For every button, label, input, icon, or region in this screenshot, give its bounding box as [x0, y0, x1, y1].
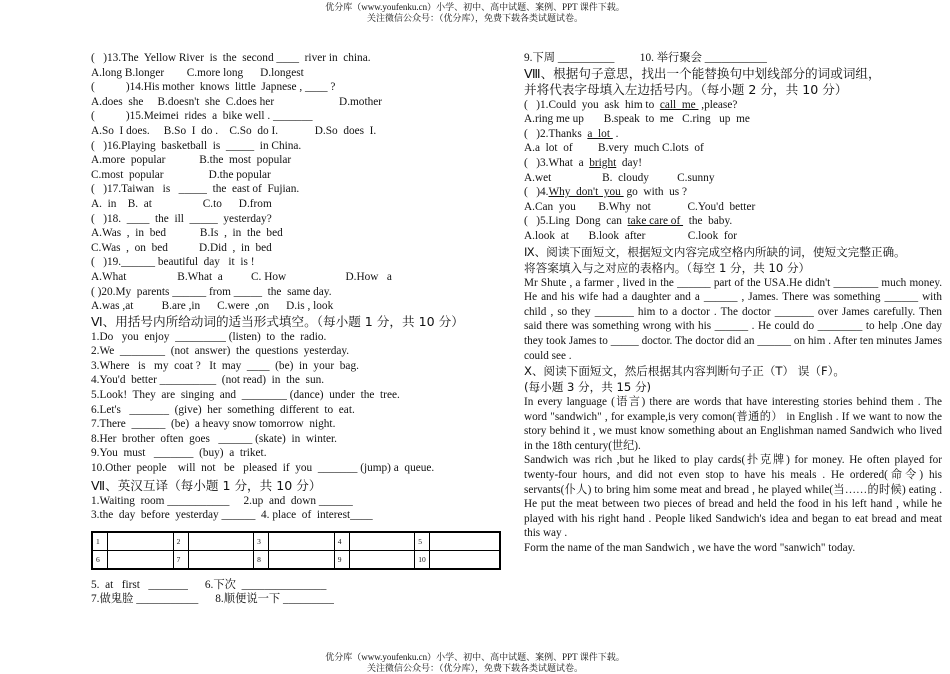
section-8-question-3-options: A.wet B. cloudy C.sunny — [524, 171, 715, 184]
question-19: ( )19.______ beautiful day it is ! — [91, 256, 255, 269]
section-6-item-9: 9.You must _______ (buy) a triket. — [91, 447, 267, 460]
section-8-question-2-options: A.a lot of B.very much C.lots of — [524, 142, 704, 155]
underlined-phrase: call me — [659, 98, 699, 111]
page-header — [0, 2, 950, 24]
answer-cell[interactable] — [108, 532, 174, 551]
answer-cell-number: 4 — [334, 532, 349, 551]
question-text: ( )4. — [524, 186, 549, 199]
section-10-paragraph-3: Form the name of the man Sandwich , we have the word "sanwich" today. — [524, 542, 856, 555]
section-6-item-1: 1.Do you enjoy _________ (listen) to the radio. — [91, 330, 327, 343]
question-text: day! — [616, 156, 642, 169]
question-text: ( )5.Ling Dong can — [524, 215, 628, 228]
header-line-2: 关注微信公众号：（优分库），免费下载各类试题试卷。 — [366, 13, 583, 23]
question-17: ( )17.Taiwan is _____ the east of Fujian. — [91, 183, 300, 196]
answer-cell[interactable] — [108, 550, 174, 569]
answer-cell[interactable] — [349, 550, 415, 569]
underlined-phrase: Why don't you — [548, 186, 624, 199]
section-8-question-1 — [524, 98, 942, 113]
question-text: ( )3.What a — [524, 156, 590, 169]
section-6-item-8: 8.Her brother often goes ______ (skate) in winter. — [91, 432, 337, 445]
section-7-line-3: 5. at first _______ 6.下次 _______________ — [91, 578, 327, 591]
section-8-question-4-options: A.Can you B.Why not C.You'd better — [524, 200, 756, 213]
section-6-item-5: 5.Look! They are singing and ________ (dance) under the tree. — [91, 389, 400, 402]
right-column — [524, 51, 942, 556]
answer-cell[interactable] — [349, 532, 415, 551]
section-8-question-4 — [524, 185, 942, 200]
section-7-line-1: 1.Waiting room ___________ 2.up and down ______ — [91, 494, 353, 507]
question-16-options-b: C.most popular D.the popular — [91, 168, 271, 181]
answer-cell-number: 5 — [415, 532, 430, 551]
section-8-question-5-options: A.look at B.look after C.look for — [524, 229, 738, 242]
question-18: ( )18. ____ the ill _____ yesterday? — [91, 212, 272, 225]
section-7-line-2: 3.the day before yesterday ______ 4. place of interest____ — [91, 509, 373, 522]
question-16: ( )16.Playing basketball is _____ in China. — [91, 139, 302, 152]
section-6-item-7: 7.There ______ (be) a heavy snow tomorrow night. — [91, 418, 336, 431]
answer-cell-number: 2 — [173, 532, 188, 551]
question-14-options: A.does she B.doesn't she C.does her D.mother — [91, 95, 383, 108]
question-15-options: A.So I does. B.So I do . C.So do I. D.So does I. — [91, 124, 377, 137]
page-footer — [0, 652, 950, 674]
section-6-item-2: 2.We ________ (not answer) the questions yesterday. — [91, 345, 350, 358]
section-8-question-3 — [524, 156, 942, 171]
answer-cell-number: 1 — [92, 532, 108, 551]
question-20: ( )20.My parents ______ from _____ the same day. — [91, 285, 332, 298]
section-6-item-4: 4.You'd better __________ (not read) in the sun. — [91, 374, 325, 387]
answer-cell-number: 8 — [254, 550, 269, 569]
section-8-question-1-options: A.ring me up B.speak to me C.ring up me — [524, 113, 750, 126]
answer-cell-number: 6 — [92, 550, 108, 569]
section-9-passage: Mr Shute , a farmer , lived in the ______ part of the USA.He didn't ________ much money. He and his wife had a daughter and a ______ , James. There was something ______ with child , so they _______ him to a doctor . The doctor _______ over James carefully. Then said there was something wrong with his ______ . He could do ________ to help .One day they took James to _____ doctor. The doctor did an ______ on him . After ten minutes James could see . — [524, 276, 942, 362]
section-8-title-1: Ⅷ、根据句子意思，找出一个能替换句中划线部分的词或词组， — [524, 65, 881, 81]
answer-cell[interactable] — [188, 532, 254, 551]
question-text: ,please? — [698, 98, 738, 111]
answer-cell[interactable] — [430, 550, 500, 569]
section-8-title-2: 并将代表字母填入左边括号内。（每小题 2 分，共 10 分） — [524, 81, 848, 97]
answer-table-row — [92, 532, 500, 551]
section-6-item-3: 3.Where is my coat ? It may ____ (be) in your bag. — [91, 359, 359, 372]
question-14: ( )14.His mother knows little Japnese , ____ ? — [91, 81, 336, 94]
answer-cell-number: 10 — [415, 550, 430, 569]
question-18-options-b: C.Was , on bed D.Did , in bed — [91, 241, 272, 254]
footer-line-2: 关注微信公众号：（优分库），免费下载各类试题试卷。 — [366, 663, 583, 673]
left-column — [91, 51, 491, 607]
question-13-options: A.long B.longer C.more long D.longest — [91, 66, 304, 79]
section-10-title-1: X、阅读下面短文，然后根据其内容判断句子正（T） 误（F）。 — [524, 364, 846, 379]
footer-line-1: 优分库（www.youfenku.cn）小学、初中、高中试题、案例、PPT 课件下载。 — [325, 652, 625, 662]
underlined-phrase: a lot — [587, 127, 613, 140]
question-20-options: A.was ,at B.are ,in C.were ,on D.is , look — [91, 300, 334, 313]
section-9-title-1: Ⅸ、阅读下面短文，根据短文内容完成空格内所缺的词，使短文完整正确。 — [524, 244, 906, 259]
header-line-1: 优分库（www.youfenku.cn）小学、初中、高中试题、案例、PPT 课件下载。 — [325, 2, 625, 12]
section-10-paragraph-2: Sandwich was rich ,but he liked to play cards(扑克牌) for money. He often played for twenty-four hours, and did not even stop to have his meals . He ordered(命令) his servants(仆人) to bring him some meat and bread , he played while(当……的时候) eating . He put the meat between two pieces of bread and held the food in his left hand , while he played with his right hand . People liked Sandwich's idea and began to eat bread and meat this way . — [524, 454, 942, 540]
answer-cell[interactable] — [269, 532, 335, 551]
section-6-item-6: 6.Let's _______ (give) her something different to eat. — [91, 403, 355, 416]
question-18-options-a: A.Was , in bed B.Is , in the bed — [91, 227, 283, 240]
question-16-options-a: A.more popular B.the most popular — [91, 154, 292, 167]
section-6-item-10: 10.Other people will not be pleased if you _______ (jump) a queue. — [91, 462, 435, 475]
question-text: . — [612, 127, 619, 140]
underlined-phrase: bright — [589, 156, 617, 169]
answer-cell-number: 9 — [334, 550, 349, 569]
question-19-options: A.What B.What a C. How D.How a — [91, 270, 392, 283]
question-text: ( )1.Could you ask him to — [524, 98, 660, 111]
question-text: the baby. — [683, 215, 733, 228]
answer-table-row — [92, 550, 500, 569]
question-17-options: A. in B. at C.to D.from — [91, 197, 272, 210]
section-7-line-4: 7.做鬼脸 ___________ 8.顺便说一下 _________ — [91, 593, 334, 606]
section-7-title: Ⅶ、英汉互译（每小题 1 分，共 10 分） — [91, 477, 322, 493]
answer-cell-number: 3 — [254, 532, 269, 551]
answer-table — [91, 531, 501, 570]
section-10-paragraph-1: In every language (语言) there are words that have interesting stories behind them . The word "sandwich" , for example,is very comon(普通的） in English . If we want to now the story behind it , we must know something about an Englishman named Sandwich who lived in the 18th century(世纪). — [524, 396, 942, 452]
question-text: go with us ? — [623, 186, 688, 199]
answer-cell[interactable] — [269, 550, 335, 569]
answer-cell-number: 7 — [173, 550, 188, 569]
question-15: ( )15.Meimei rides a bike well . _______ — [91, 110, 313, 123]
section-7-line-5: 9.下周 __________ 10. 举行聚会 ___________ — [524, 52, 767, 64]
section-9-title-2: 将答案填入与之对应的表格内。（每空 1 分，共 10 分） — [524, 260, 811, 275]
question-13: ( )13.The Yellow River is the second ____ river in china. — [91, 52, 371, 64]
question-text: ( )2.Thanks — [524, 127, 588, 140]
underlined-phrase: take care of — [627, 215, 684, 228]
section-8-question-5 — [524, 214, 942, 229]
section-6-title: Ⅵ、用括号内所给动词的适当形式填空。（每小题 1 分，共 10 分） — [91, 313, 464, 329]
section-8-question-2 — [524, 127, 942, 142]
answer-cell[interactable] — [430, 532, 500, 551]
section-10-title-2: (每小题 3 分，共 15 分) — [524, 380, 652, 395]
answer-cell[interactable] — [188, 550, 254, 569]
